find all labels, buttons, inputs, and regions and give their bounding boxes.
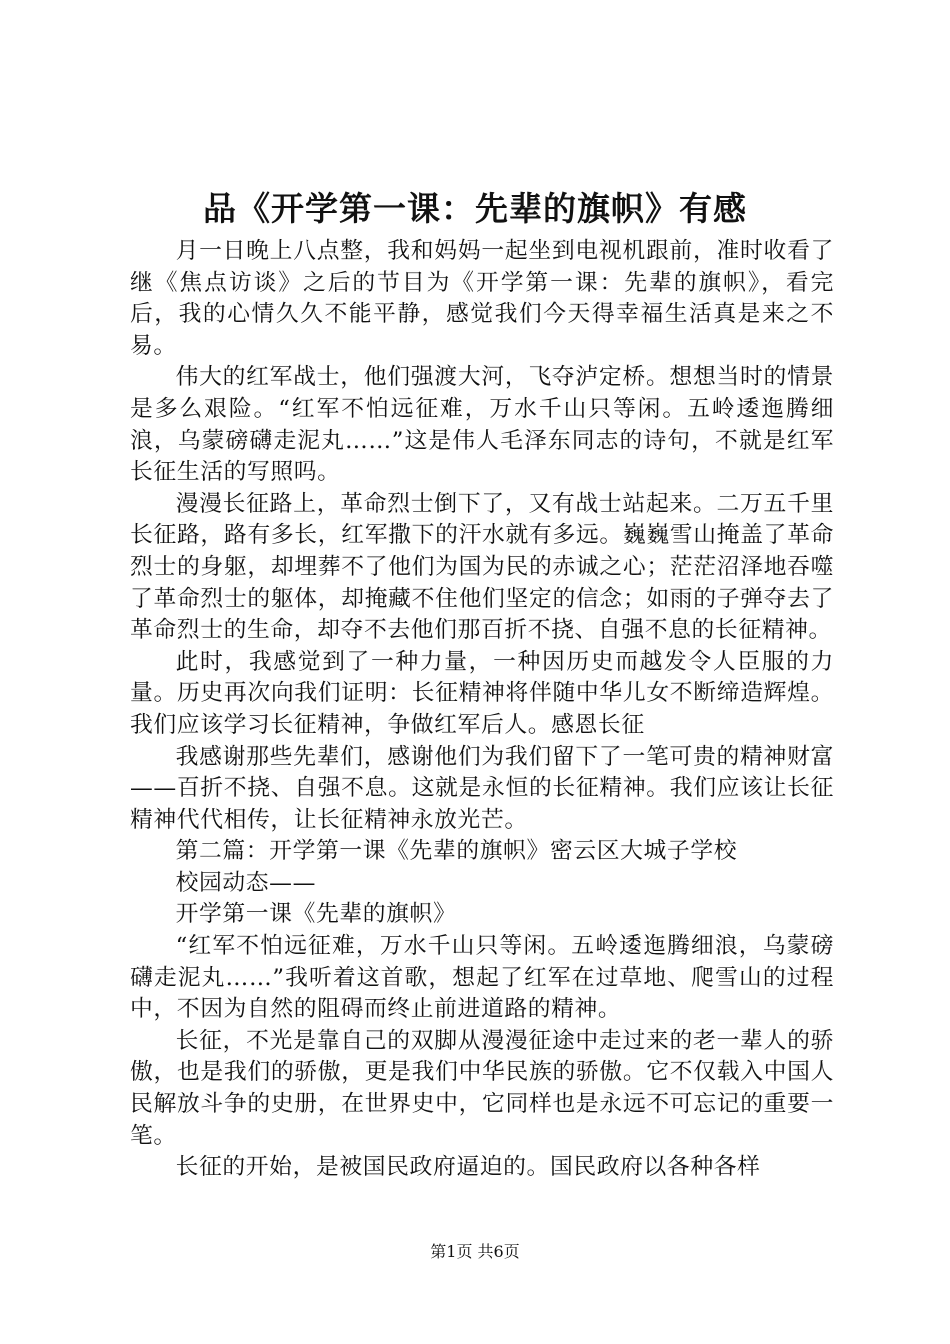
document-body [130,236,834,1184]
paragraph: 月一日晚上八点整，我和妈妈一起坐到电视机跟前，准时收看了继《焦点访谈》之后的节目为《开学第一课：先辈的旗帜》，看完后，我的心情久久不能平静，感觉我们今天得幸福生活真是来之不易。 [130,238,834,359]
document-title: 品《开学第一课：先辈的旗帜》有感 [203,189,747,228]
section-heading: 第二篇：开学第一课《先辈的旗帜》密云区大城子学校 [175,838,738,865]
section-subheading: 校园动态—— [175,869,316,896]
paragraph: 长征，不光是靠自己的双脚从漫漫征途中走过来的老一辈人的骄傲，也是我们的骄傲，更是我们中华民族的骄傲。它不仅载入中国人民解放斗争的史册，在世界史中，它同样也是永远不可忘记的重要一笔。 [130,1027,834,1149]
paragraph: 我感谢那些先辈们，感谢他们为我们留下了一笔可贵的精神财富——百折不挠、自强不息。这就是永恒的长征精神。我们应该让长征精神代代相传，让长征精神永放光芒。 [130,743,834,833]
paragraph: 此时，我感觉到了一种力量，一种因历史而越发令人臣服的力量。历史再次向我们证明：长征精神将伴随中华儿女不断缔造辉煌。我们应该学习长征精神，争做红军后人。感恩长征 [130,648,834,738]
paragraph: 伟大的红军战士，他们强渡大河，飞夺泸定桥。想想当时的情景是多么艰险。“红军不怕远征难，万水千山只等闲。五岭逶迤腾细浪，乌蒙磅礴走泥丸……”这是伟人毛泽东同志的诗句，不就是红军长征生活的写照吗。 [130,364,834,486]
paragraph: “红军不怕远征难，万水千山只等闲。五岭逶迤腾细浪，乌蒙磅礴走泥丸……”我听着这首歌，想起了红军在过草地、爬雪山的过程中，不因为自然的阻碍而终止前进道路的精神。 [130,933,834,1023]
paragraph: 长征的开始，是被国民政府逼迫的。国民政府以各种各样 [175,1154,761,1181]
page-footer: 第1页 共6页 [430,1242,520,1261]
section-subheading: 开学第一课《先辈的旗帜》 [175,901,457,928]
paragraph: 漫漫长征路上，革命烈士倒下了，又有战士站起来。二万五千里长征路，路有多长，红军撒下的汗水就有多远。巍巍雪山掩盖了革命烈士的身躯，却埋葬不了他们为国为民的赤诚之心；茫茫沼泽地吞噬了革命烈士的躯体，却掩藏不住他们坚定的信念；如雨的子弹夺去了革命烈士的生命，却夺不去他们那百折不挠、自强不息的长征精神。 [130,490,834,644]
